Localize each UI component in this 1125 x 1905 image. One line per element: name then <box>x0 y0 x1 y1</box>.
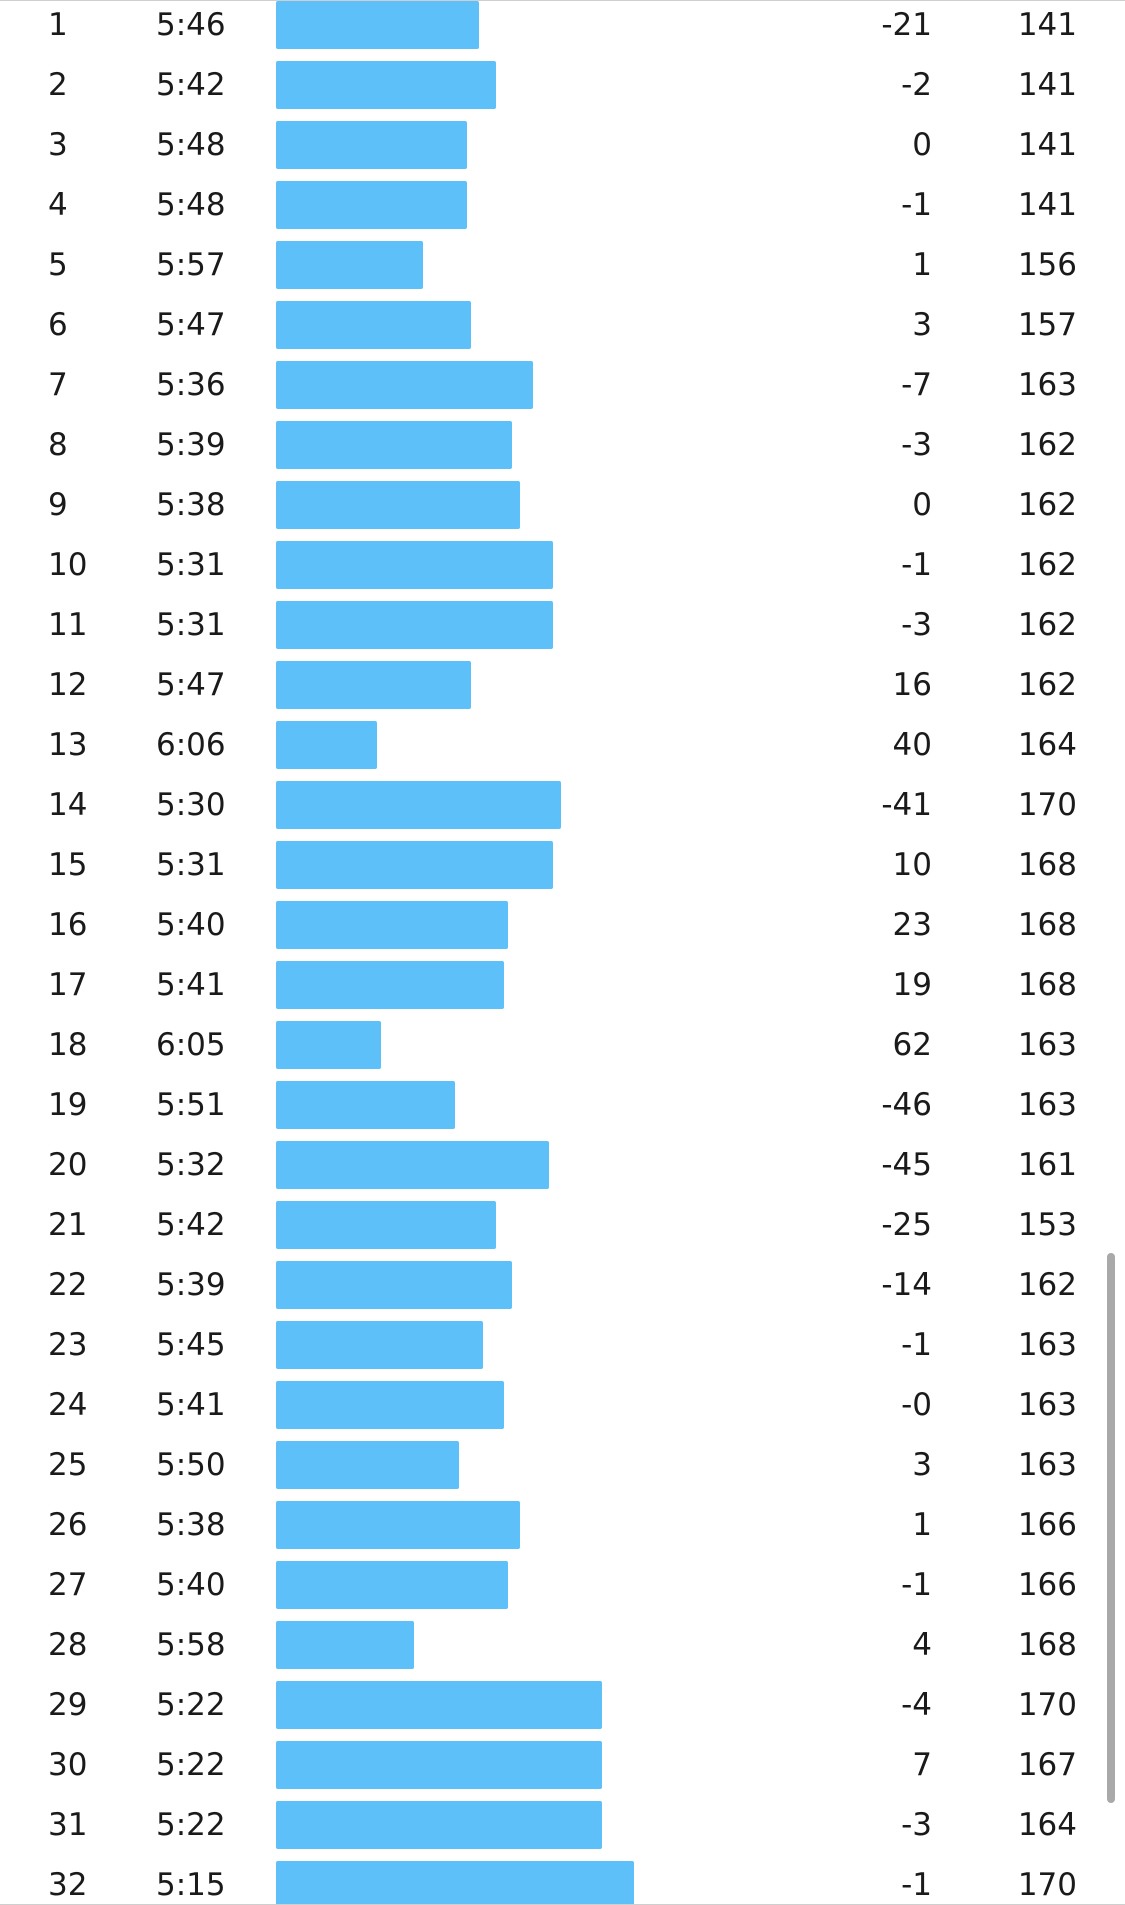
split-pace: 5:48 <box>156 127 226 163</box>
pace-bar <box>276 1321 483 1369</box>
split-km: 15 <box>48 847 88 883</box>
split-pace: 5:30 <box>156 787 226 823</box>
split-heart-rate: 141 <box>1017 127 1077 163</box>
scrollbar-thumb[interactable] <box>1107 1253 1115 1803</box>
split-km: 23 <box>48 1327 88 1363</box>
split-elevation: -25 <box>881 1207 932 1243</box>
pace-bar <box>276 781 561 829</box>
split-km: 19 <box>48 1087 88 1123</box>
pace-bar <box>276 1441 459 1489</box>
split-pace: 5:36 <box>156 367 226 403</box>
split-row[interactable] <box>0 660 1125 720</box>
split-elevation: -3 <box>901 1807 932 1843</box>
pace-bar <box>276 1381 504 1429</box>
split-km: 21 <box>48 1207 88 1243</box>
split-heart-rate: 141 <box>1017 67 1077 103</box>
split-heart-rate: 163 <box>1017 367 1077 403</box>
split-row[interactable] <box>0 600 1125 660</box>
pace-bar <box>276 841 553 889</box>
split-km: 6 <box>48 307 68 343</box>
pace-bar <box>276 361 533 409</box>
split-km: 26 <box>48 1507 88 1543</box>
split-pace: 5:47 <box>156 667 226 703</box>
split-pace: 5:39 <box>156 427 226 463</box>
split-elevation: -2 <box>901 67 932 103</box>
split-elevation: -4 <box>901 1687 932 1723</box>
pace-bar <box>276 121 467 169</box>
pace-bar <box>276 601 553 649</box>
split-row[interactable] <box>0 1500 1125 1560</box>
split-elevation: -1 <box>901 187 932 223</box>
split-row[interactable] <box>0 1680 1125 1740</box>
split-row[interactable] <box>0 1380 1125 1440</box>
pace-bar <box>276 1201 496 1249</box>
split-heart-rate: 162 <box>1017 487 1077 523</box>
split-pace: 5:45 <box>156 1327 226 1363</box>
split-km: 27 <box>48 1567 88 1603</box>
pace-bar <box>276 1621 414 1669</box>
split-pace: 5:39 <box>156 1267 226 1303</box>
pace-bar <box>276 1141 549 1189</box>
split-pace: 5:42 <box>156 1207 226 1243</box>
split-km: 10 <box>48 547 88 583</box>
split-pace: 5:31 <box>156 607 226 643</box>
split-row[interactable] <box>0 240 1125 300</box>
split-heart-rate: 170 <box>1017 1867 1077 1903</box>
split-km: 22 <box>48 1267 88 1303</box>
split-elevation: 3 <box>912 307 932 343</box>
split-pace: 5:46 <box>156 7 226 43</box>
split-elevation: 7 <box>912 1747 932 1783</box>
pace-bar <box>276 1681 602 1729</box>
split-km: 2 <box>48 67 68 103</box>
split-km: 14 <box>48 787 88 823</box>
split-row[interactable] <box>0 1200 1125 1260</box>
pace-bar <box>276 1021 381 1069</box>
split-heart-rate: 166 <box>1017 1507 1077 1543</box>
split-elevation: -1 <box>901 1867 932 1903</box>
split-km: 30 <box>48 1747 88 1783</box>
split-pace: 5:22 <box>156 1687 226 1723</box>
split-elevation: 19 <box>892 967 932 1003</box>
split-heart-rate: 163 <box>1017 1027 1077 1063</box>
split-elevation: 0 <box>912 487 932 523</box>
split-heart-rate: 141 <box>1017 187 1077 223</box>
split-pace: 6:05 <box>156 1027 226 1063</box>
split-row[interactable] <box>0 1080 1125 1140</box>
split-km: 28 <box>48 1627 88 1663</box>
pace-bar <box>276 1 479 49</box>
split-pace: 5:50 <box>156 1447 226 1483</box>
split-km: 8 <box>48 427 68 463</box>
pace-bar <box>276 481 520 529</box>
split-row[interactable] <box>0 300 1125 360</box>
split-pace: 6:06 <box>156 727 226 763</box>
pace-bar <box>276 1741 602 1789</box>
split-pace: 5:31 <box>156 547 226 583</box>
split-pace: 5:40 <box>156 1567 226 1603</box>
split-heart-rate: 168 <box>1017 1627 1077 1663</box>
split-elevation: -3 <box>901 427 932 463</box>
split-pace: 5:32 <box>156 1147 226 1183</box>
split-elevation: 16 <box>892 667 932 703</box>
split-heart-rate: 170 <box>1017 1687 1077 1723</box>
split-pace: 5:31 <box>156 847 226 883</box>
split-row[interactable] <box>0 0 1125 60</box>
split-heart-rate: 167 <box>1017 1747 1077 1783</box>
split-pace: 5:48 <box>156 187 226 223</box>
split-heart-rate: 166 <box>1017 1567 1077 1603</box>
scrollbar[interactable] <box>1107 1253 1115 1803</box>
split-row[interactable] <box>0 960 1125 1020</box>
pace-bar <box>276 1801 602 1849</box>
split-heart-rate: 163 <box>1017 1087 1077 1123</box>
split-pace: 5:51 <box>156 1087 226 1123</box>
pace-bar <box>276 421 512 469</box>
split-row[interactable] <box>0 720 1125 780</box>
pace-bar <box>276 181 467 229</box>
split-row[interactable] <box>0 420 1125 480</box>
split-row[interactable] <box>0 480 1125 540</box>
split-row[interactable] <box>0 60 1125 120</box>
split-pace: 5:47 <box>156 307 226 343</box>
pace-bar <box>276 301 471 349</box>
split-km: 3 <box>48 127 68 163</box>
split-heart-rate: 162 <box>1017 427 1077 463</box>
split-pace: 5:58 <box>156 1627 226 1663</box>
split-elevation: 1 <box>912 1507 932 1543</box>
split-row[interactable] <box>0 1800 1125 1860</box>
split-km: 9 <box>48 487 68 523</box>
split-heart-rate: 164 <box>1017 1807 1077 1843</box>
split-km: 24 <box>48 1387 88 1423</box>
split-elevation: -14 <box>881 1267 932 1303</box>
split-pace: 5:41 <box>156 967 226 1003</box>
split-heart-rate: 153 <box>1017 1207 1077 1243</box>
split-elevation: -45 <box>881 1147 932 1183</box>
split-row[interactable] <box>0 540 1125 600</box>
pace-bar <box>276 661 471 709</box>
split-km: 1 <box>48 7 68 43</box>
split-km: 25 <box>48 1447 88 1483</box>
split-pace: 5:38 <box>156 487 226 523</box>
split-heart-rate: 163 <box>1017 1447 1077 1483</box>
split-heart-rate: 164 <box>1017 727 1077 763</box>
split-km: 17 <box>48 967 88 1003</box>
split-row[interactable] <box>0 1620 1125 1680</box>
split-pace: 5:38 <box>156 1507 226 1543</box>
split-row[interactable] <box>0 180 1125 240</box>
pace-bar <box>276 721 377 769</box>
pace-bar <box>276 901 508 949</box>
split-elevation: -1 <box>901 1567 932 1603</box>
split-heart-rate: 156 <box>1017 247 1077 283</box>
split-km: 13 <box>48 727 88 763</box>
pace-bar <box>276 1561 508 1609</box>
split-heart-rate: 162 <box>1017 1267 1077 1303</box>
split-row[interactable] <box>0 780 1125 840</box>
split-km: 20 <box>48 1147 88 1183</box>
split-heart-rate: 162 <box>1017 667 1077 703</box>
split-km: 18 <box>48 1027 88 1063</box>
split-km: 12 <box>48 667 88 703</box>
pace-bar <box>276 541 553 589</box>
split-km: 4 <box>48 187 68 223</box>
split-km: 29 <box>48 1687 88 1723</box>
split-pace: 5:41 <box>156 1387 226 1423</box>
split-pace: 5:22 <box>156 1747 226 1783</box>
split-heart-rate: 162 <box>1017 607 1077 643</box>
split-heart-rate: 162 <box>1017 547 1077 583</box>
split-pace: 5:40 <box>156 907 226 943</box>
pace-bar <box>276 241 423 289</box>
split-elevation: -41 <box>881 787 932 823</box>
pace-bar <box>276 1261 512 1309</box>
split-pace: 5:57 <box>156 247 226 283</box>
split-heart-rate: 161 <box>1017 1147 1077 1183</box>
split-elevation: -7 <box>901 367 932 403</box>
split-row[interactable] <box>0 1860 1125 1905</box>
split-heart-rate: 141 <box>1017 7 1077 43</box>
split-row[interactable] <box>0 1740 1125 1800</box>
pace-bar <box>276 1861 634 1905</box>
pace-bar <box>276 1081 455 1129</box>
pace-bar <box>276 1501 520 1549</box>
pace-bar <box>276 61 496 109</box>
split-row[interactable] <box>0 900 1125 960</box>
split-heart-rate: 163 <box>1017 1327 1077 1363</box>
split-row[interactable] <box>0 1260 1125 1320</box>
split-km: 16 <box>48 907 88 943</box>
split-heart-rate: 170 <box>1017 787 1077 823</box>
split-elevation: -1 <box>901 547 932 583</box>
split-elevation: -21 <box>881 7 932 43</box>
split-km: 11 <box>48 607 88 643</box>
split-pace: 5:42 <box>156 67 226 103</box>
split-row[interactable] <box>0 1560 1125 1620</box>
split-row[interactable] <box>0 360 1125 420</box>
split-row[interactable] <box>0 1020 1125 1080</box>
split-elevation: 4 <box>912 1627 932 1663</box>
split-elevation: 62 <box>892 1027 932 1063</box>
split-elevation: 10 <box>892 847 932 883</box>
split-elevation: -0 <box>901 1387 932 1423</box>
split-heart-rate: 157 <box>1017 307 1077 343</box>
split-row[interactable] <box>0 120 1125 180</box>
split-km: 5 <box>48 247 68 283</box>
split-elevation: -1 <box>901 1327 932 1363</box>
split-elevation: -3 <box>901 607 932 643</box>
split-elevation: 40 <box>892 727 932 763</box>
split-row[interactable] <box>0 1320 1125 1380</box>
split-heart-rate: 168 <box>1017 907 1077 943</box>
split-heart-rate: 163 <box>1017 1387 1077 1423</box>
split-heart-rate: 168 <box>1017 847 1077 883</box>
split-elevation: 3 <box>912 1447 932 1483</box>
split-pace: 5:22 <box>156 1807 226 1843</box>
split-row[interactable] <box>0 1140 1125 1200</box>
split-pace: 5:15 <box>156 1867 226 1903</box>
split-km: 31 <box>48 1807 88 1843</box>
split-elevation: -46 <box>881 1087 932 1123</box>
split-heart-rate: 168 <box>1017 967 1077 1003</box>
split-elevation: 1 <box>912 247 932 283</box>
split-elevation: 0 <box>912 127 932 163</box>
pace-bar <box>276 961 504 1009</box>
split-km: 32 <box>48 1867 88 1903</box>
split-row[interactable] <box>0 1440 1125 1500</box>
split-row[interactable] <box>0 840 1125 900</box>
split-elevation: 23 <box>892 907 932 943</box>
split-km: 7 <box>48 367 68 403</box>
